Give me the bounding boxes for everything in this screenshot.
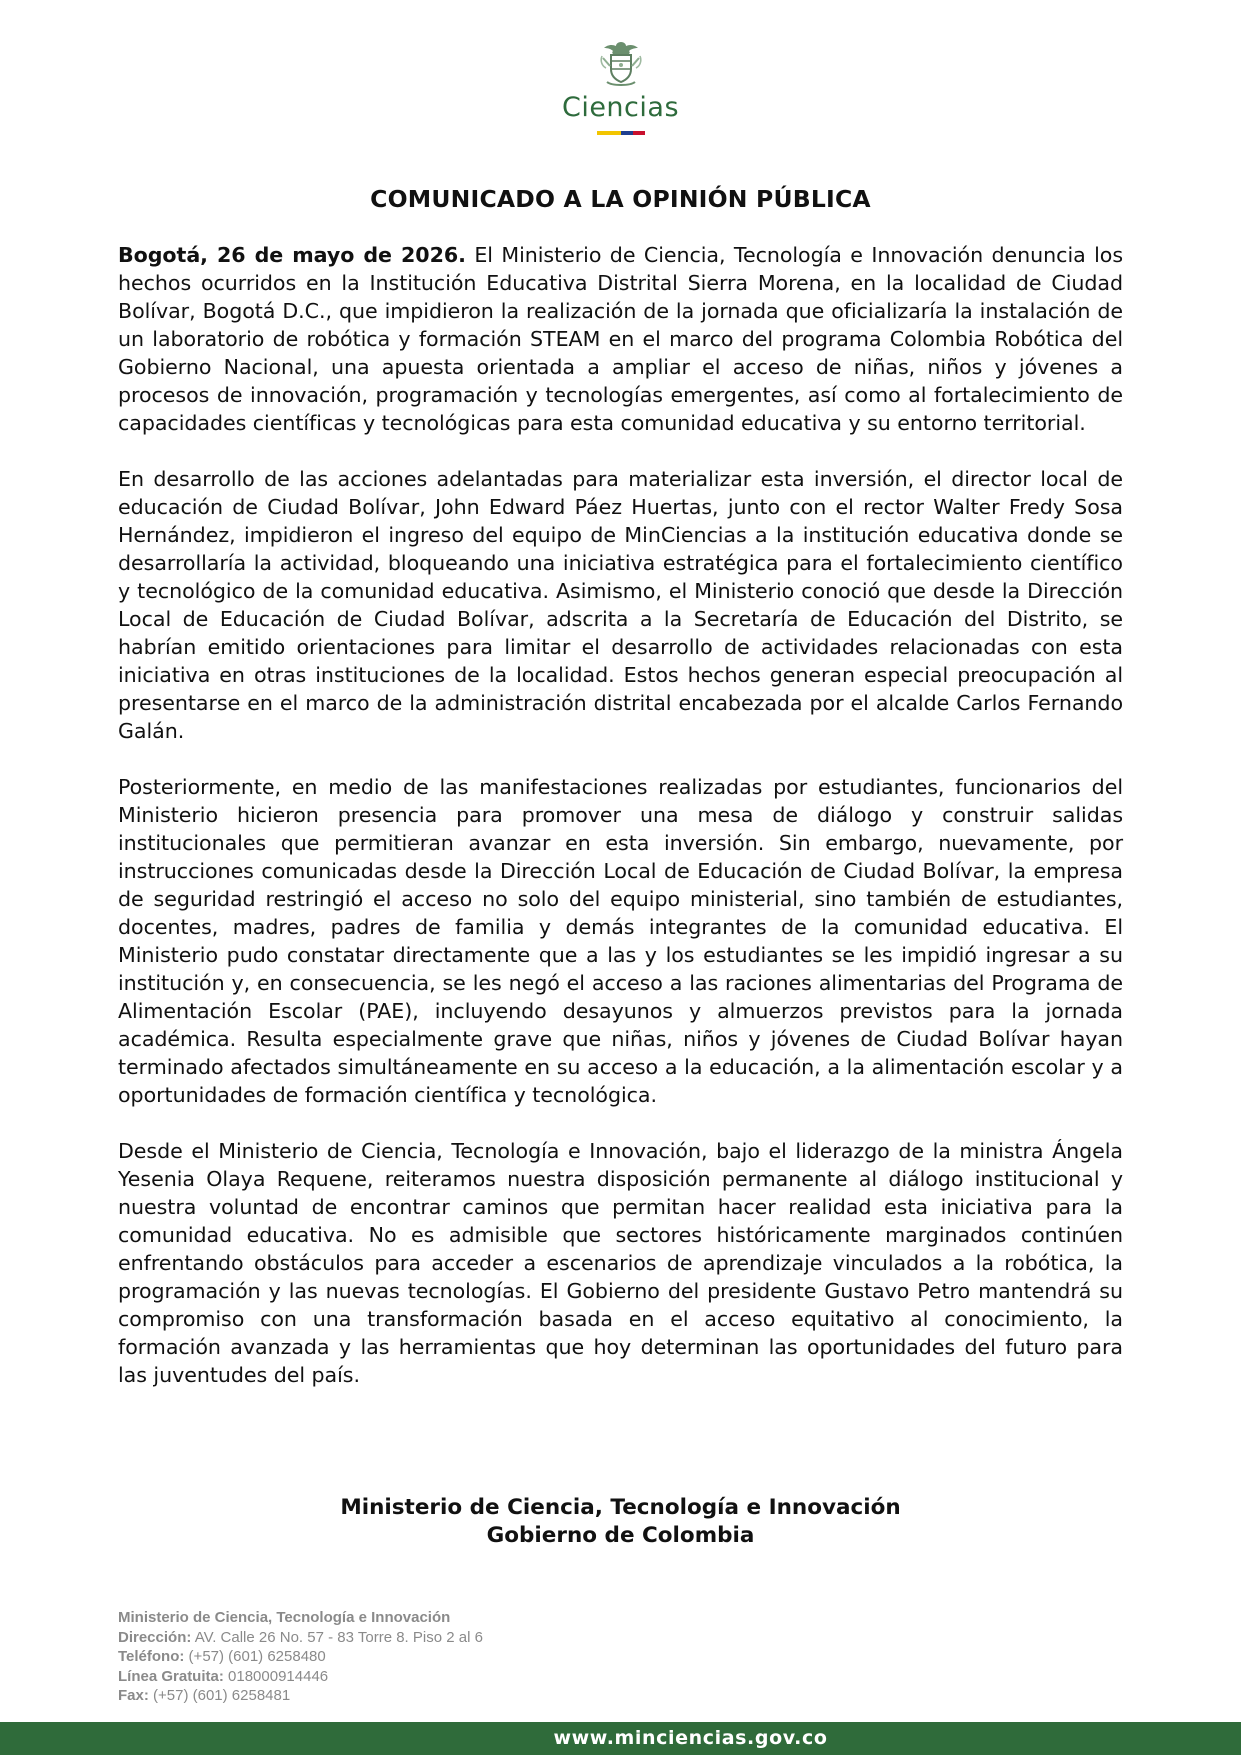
- footer-tollfree: [118, 1667, 483, 1687]
- footer-website-bar: [0, 1722, 1241, 1755]
- footer-phone-label: Teléfono:: [118, 1648, 185, 1665]
- document-title: COMUNICADO A LA OPINIÓN PÚBLICA: [370, 185, 871, 213]
- footer-address-label: Dirección:: [118, 1628, 192, 1646]
- paragraph-1: [118, 241, 1123, 437]
- coat-of-arms-icon: [598, 40, 644, 88]
- footer-address: [118, 1628, 483, 1648]
- footer-phone-value: (+57) (601) 6258480: [184, 1648, 326, 1665]
- paragraph-3: Posteriormente, en medio de las manifestaciones realizadas por estudiantes, funcionarios del Ministerio hicieron presencia para promover una mesa de diálogo y construir salidas institucionales que permitieran avanzar en esta inversión. Sin embargo, nuevamente, por instrucciones comunicadas desde la Dirección Local de Educación de Ciudad Bolívar, la empresa de seguridad restringió el acceso no solo del equipo ministerial, sino también de estudiantes, docentes, madres, padres de familia y demás integrantes de la comunidad educativa. El Ministerio pudo constatar directamente que a las y los estudiantes se les impidió ingresar a su institución y, en consecuencia, se les negó el acceso a las raciones alimentarias del Programa de Alimentación Escolar (PAE), incluyendo desayunos y almuerzos previstos para la jornada académica. Resulta especialmente grave que niñas, niños y jóvenes de Ciudad Bolívar hayan terminado afectados simultáneamente en su acceso a la educación, a la alimentación escolar y a oportunidades de formación científica y tecnológica.: [118, 775, 1123, 1107]
- footer-phone: [118, 1647, 483, 1667]
- document-body: [118, 241, 1123, 1417]
- signature-block: [0, 1494, 1241, 1550]
- paragraph-4: Desde el Ministerio de Ciencia, Tecnología e Innovación, bajo el liderazgo de la ministra Ángela Yesenia Olaya Requene, reiteramos nuestra disposición permanente al diálogo institucional y nuestra voluntad de encontrar caminos que permitan hacer realidad esta iniciativa para la comunidad educativa. No es admisible que sectores históricamente marginados continúen enfrentando obstáculos para acceder a escenarios de aprendizaje vinculados a la robótica, la programación y las nuevas tecnologías. El Gobierno del presidente Gustavo Petro mantendrá su compromiso con una transformación basada en el acceso equitativo al conocimiento, la formación avanzada y las herramientas que hoy determinan las oportunidades del futuro para las juventudes del país.: [118, 1139, 1123, 1387]
- footer-tollfree-value: 018000914446: [223, 1667, 329, 1685]
- ministry-logo: [0, 40, 1241, 135]
- signature-line-ministry: Ministerio de Ciencia, Tecnología e Innovación: [340, 1495, 901, 1520]
- footer-org-name: Ministerio de Ciencia, Tecnología e Innovación: [118, 1609, 451, 1626]
- footer-contact-info: [118, 1608, 483, 1706]
- footer-address-value: AV. Calle 26 No. 57 - 83 Torre 8. Piso 2 al 6: [191, 1628, 483, 1646]
- colombia-flag-stripe: [597, 131, 645, 135]
- footer-tollfree-label: Línea Gratuita:: [118, 1667, 224, 1685]
- footer-fax: [118, 1686, 483, 1706]
- website-link[interactable]: www.minciencias.gov.co: [553, 1727, 828, 1749]
- logo-wordmark: Ciencias: [561, 92, 680, 123]
- paragraph-1-text: El Ministerio de Ciencia, Tecnología e Innovación denuncia los hechos ocurridos en la Institución Educativa Distrital Sierra Morena, en la localidad de Ciudad Bolívar, Bogotá D.C., que impidieron la realización de la jornada que oficializaría la instalación de un laboratorio de robótica y formación STEAM en el marco del programa Colombia Robótica del Gobierno Nacional, una apuesta orientada a ampliar el acceso de niñas, niños y jóvenes a procesos de innovación, programación y tecnologías emergentes, así como al fortalecimiento de capacidades científicas y tecnológicas para esta comunidad educativa y su entorno territorial.: [118, 243, 1123, 435]
- flag-red-stripe: [633, 131, 645, 135]
- footer-fax-value: (+57) (601) 6258481: [148, 1687, 291, 1704]
- flag-yellow-stripe: [597, 131, 621, 135]
- signature-line-government: Gobierno de Colombia: [486, 1523, 755, 1548]
- footer-fax-label: Fax:: [118, 1687, 149, 1704]
- paragraph-2: En desarrollo de las acciones adelantadas para materializar esta inversión, el director local de educación de Ciudad Bolívar, John Edward Páez Huertas, junto con el rector Walter Fredy Sosa Hernández, impidieron el ingreso del equipo de MinCiencias a la institución educativa donde se desarrollaría la actividad, bloqueando una iniciativa estratégica para el fortalecimiento científico y tecnológico de la comunidad educativa. Asimismo, el Ministerio conoció que desde la Dirección Local de Educación de Ciudad Bolívar, adscrita a la Secretaría de Educación del Distrito, se habrían emitido orientaciones para limitar el desarrollo de actividades relacionadas con esta iniciativa en otras instituciones de la localidad. Estos hechos generan especial preocupación al presentarse en el marco de la administración distrital encabezada por el alcalde Carlos Fernando Galán.: [118, 467, 1123, 743]
- dateline: Bogotá, 26 de mayo de 2026.: [118, 243, 466, 267]
- flag-blue-stripe: [621, 131, 633, 135]
